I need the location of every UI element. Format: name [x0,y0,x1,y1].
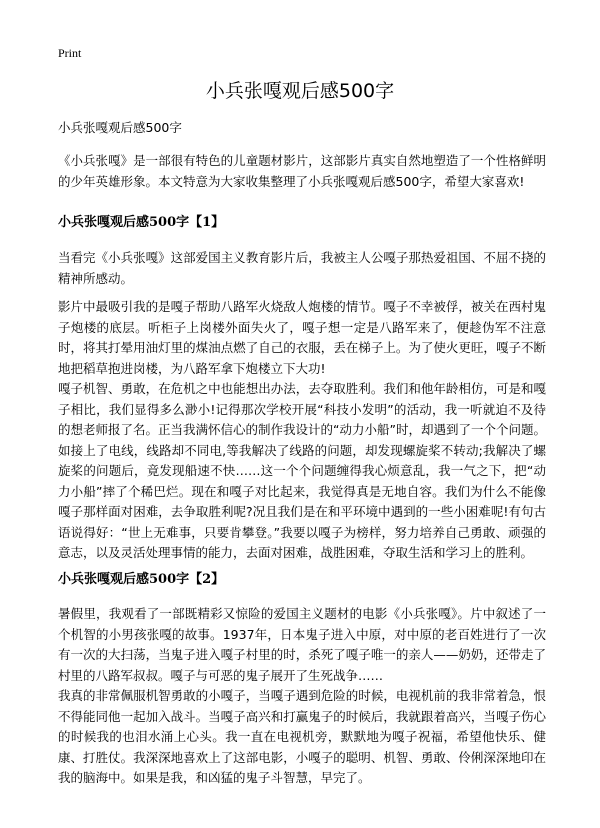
document-subtitle: 小兵张嘎观后感500字 [58,120,182,135]
print-link[interactable]: Print [58,46,82,60]
section-2-paragraph-2: 我真的非常佩服机智勇敢的小嘎子，当嘎子遇到危险的时候，电视机前的我非常着急，恨不得能同他一起加入战斗。当嘎子高兴和打赢鬼子的时候后，我就跟着高兴，当嘎子伤心的时候我的也泪水涌上心头。我一直在电视机旁，默默地为嘎子祝福，希望他快乐、健康、打胜仗。我深深地喜欢上了这部电影，小嘎子的聪明、机智、勇敢、伶俐深深地印在我的脑海中。如果是我，和凶猛的鬼子斗智慧，早完了。 [58,688,546,785]
section-heading-2: 小兵张嘎观后感500字【2】 [58,572,225,587]
section-1-paragraph-1: 当看完《小兵张嘎》这部爱国主义教育影片后，我被主人公嘎子那热爱祖国、不屈不挠的精神所感动。 [58,250,546,286]
page-title: 小兵张嘎观后感500字 [205,80,395,102]
section-1-paragraph-2: 影片中最吸引我的是嘎子帮助八路军火烧敌人炮楼的情节。嘎子不幸被俘，被关在西村鬼子炮楼的底层。听柜子上岗楼外面失火了，嘎子想一定是八路军来了，便趁伪军不注意时，将其打晕用油灯里的煤油点燃了自己的衣服，丢在梯子上。为了使火更旺，嘎子不断地把稻草抱进岗楼，为八路军拿下炮楼立下大功! [58,299,546,376]
section-2-paragraph-1: 暑假里，我观看了一部既精彩又惊险的爱国主义题材的电影《小兵张嘎》。片中叙述了一个机智的小男孩张嘎的故事。1937年，日本鬼子进入中原，对中原的老百姓进行了一次有一次的大扫荡，当鬼子进入嘎子村里的时，杀死了嘎子唯一的亲人——奶奶，还带走了村里的八路军叔叔。嘎子与可恶的鬼子展开了生死战争…… [58,606,546,683]
section-1-paragraph-3: 嘎子机智、勇敢，在危机之中也能想出办法，去夺取胜利。我们和他年龄相仿，可是和嘎子相比，我们显得多么渺小!记得那次学校开展“科技小发明”的活动，我一听就迫不及待的想老师报了名。正当我满怀信心的制作我设计的“动力小船”时，却遇到了一个个问题。如接上了电线，线路却不同电,等我解决了线路的问题，却发现螺旋桨不转动;我解决了螺旋桨的问题后，竟发现船速不快……这一个个问题缠得我心烦意乱，我一气之下，把“动力小船”摔了个稀巴烂。现在和嘎子对比起来，我觉得真是无地自容。我们为什么不能像嘎子那样面对困难，去争取胜利呢?况且我们是在和平环境中遇到的一些小困难呢!有句古语说得好：“世上无难事，只要肯攀登。”我要以嘎子为榜样，努力培养自己勇敢、顽强的意志，以及灵活处理事情的能力，去面对困难，战胜困难，夺取生活和学习上的胜利。 [58,381,546,560]
intro-paragraph: 《小兵张嘎》是一部很有特色的儿童题材影片，这部影片真实自然地塑造了一个性格鲜明的少年英雄形象。本文特意为大家收集整理了小兵张嘎观后感500字，希望大家喜欢! [58,153,546,189]
section-heading-1: 小兵张嘎观后感500字【1】 [58,215,225,230]
